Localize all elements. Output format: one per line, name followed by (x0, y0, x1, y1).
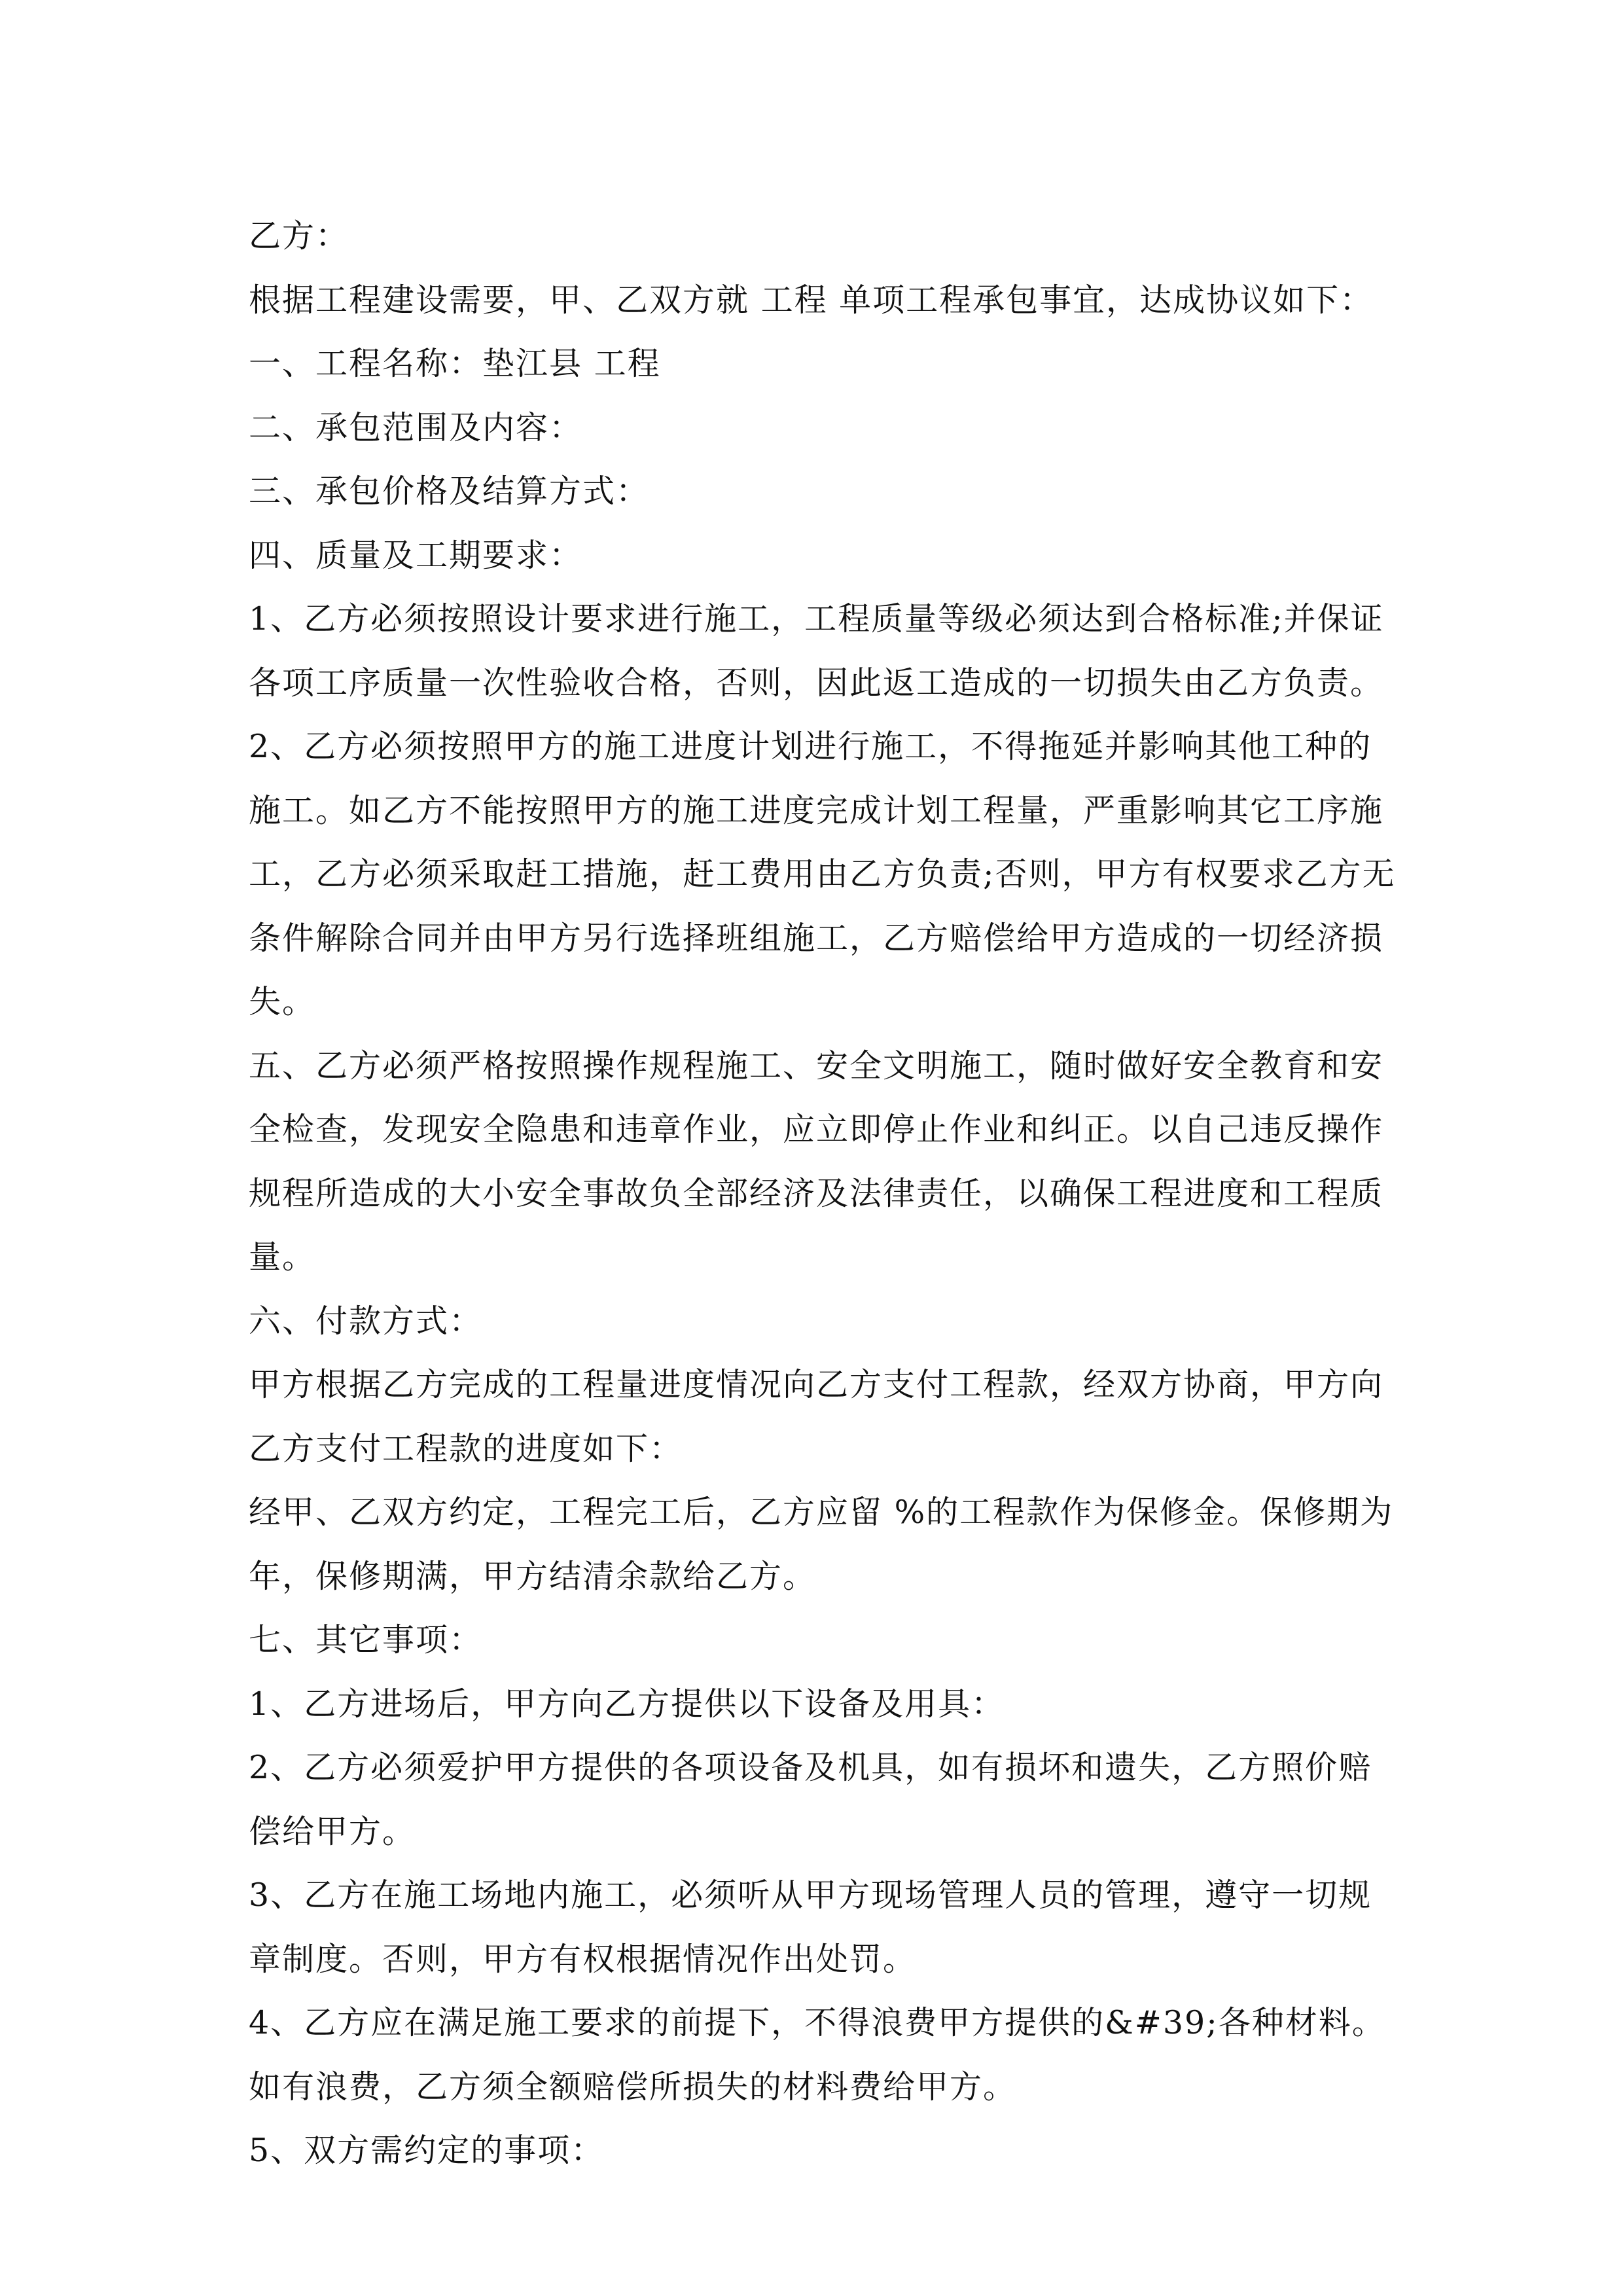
section-5-safety: 五、乙方必须严格按照操作规程施工、安全文明施工，随时做好安全教育和安全检查，发现安全隐患和违章作业，应立即停止作业和纠正。以自己违反操作规程所造成的大小安全事故负全部经济及法律责任，以确保工程进度和工程质量。 (249, 1047, 1384, 1276)
other-matter-5: 5、双方需约定的事项： (249, 2132, 605, 2169)
other-matter-2: 2、乙方必须爱护甲方提供的各项设备及机具，如有损坏和遗失，乙方照价赔偿给甲方。 (249, 1749, 1372, 1850)
schedule-requirement-2: 2、乙方必须按照甲方的施工进度计划进行施工，不得拖延并影响其他工种的施工。如乙方不能按照甲方的施工进度完成计划工程量，严重影响其它工序施工，乙方必须采取赶工措施，赶工费用由乙方负责;否则，甲方有权要求乙方无条件解除合同并由甲方另行选择班组施工，乙方赔偿给甲方造成的一切经济损失。 (249, 728, 1396, 1020)
contract-body (249, 204, 1397, 2183)
section-3-price-settlement: 三、承包价格及结算方式： (249, 473, 650, 510)
agreement-intro-paragraph: 根据工程建设需要，甲、乙双方就 工程 单项工程承包事宜，达成协议如下： (249, 281, 1374, 319)
party-b-label: 乙方： (249, 217, 349, 255)
payment-progress-paragraph: 甲方根据乙方完成的工程量进度情况向乙方支付工程款，经双方协商，甲方向乙方支付工程款的进度如下： (249, 1366, 1384, 1467)
other-matter-4: 4、乙方应在满足施工要求的前提下，不得浪费甲方提供的&#39;各种材料。如有浪费，乙方须全额赔偿所损失的材料费给甲方。 (249, 2004, 1385, 2106)
section-1-project-name: 一、工程名称：垫江县 工程 (249, 345, 661, 382)
section-7-other-matters: 七、其它事项： (249, 1621, 483, 1659)
warranty-paragraph: 经甲、乙双方约定，工程完工后，乙方应留 %的工程款作为保修金。保修期为 年，保修期满，甲方结清余款给乙方。 (249, 1494, 1394, 1595)
other-matter-1: 1、乙方进场后，甲方向乙方提供以下设备及用具： (249, 1685, 1005, 1723)
other-matter-3: 3、乙方在施工场地内施工，必须听从甲方现场管理人员的管理，遵守一切规章制度。否则，甲方有权根据情况作出处罚。 (249, 1876, 1372, 1978)
section-2-scope-content: 二、承包范围及内容： (249, 408, 583, 446)
section-4-quality-schedule: 四、质量及工期要求： (249, 536, 583, 574)
quality-requirement-1: 1、乙方必须按照设计要求进行施工，工程质量等级必须达到合格标准;并保证各项工序质量一次性验收合格，否则，因此返工造成的一切损失由乙方负责。 (249, 600, 1384, 702)
section-6-payment: 六、付款方式： (249, 1302, 483, 1340)
